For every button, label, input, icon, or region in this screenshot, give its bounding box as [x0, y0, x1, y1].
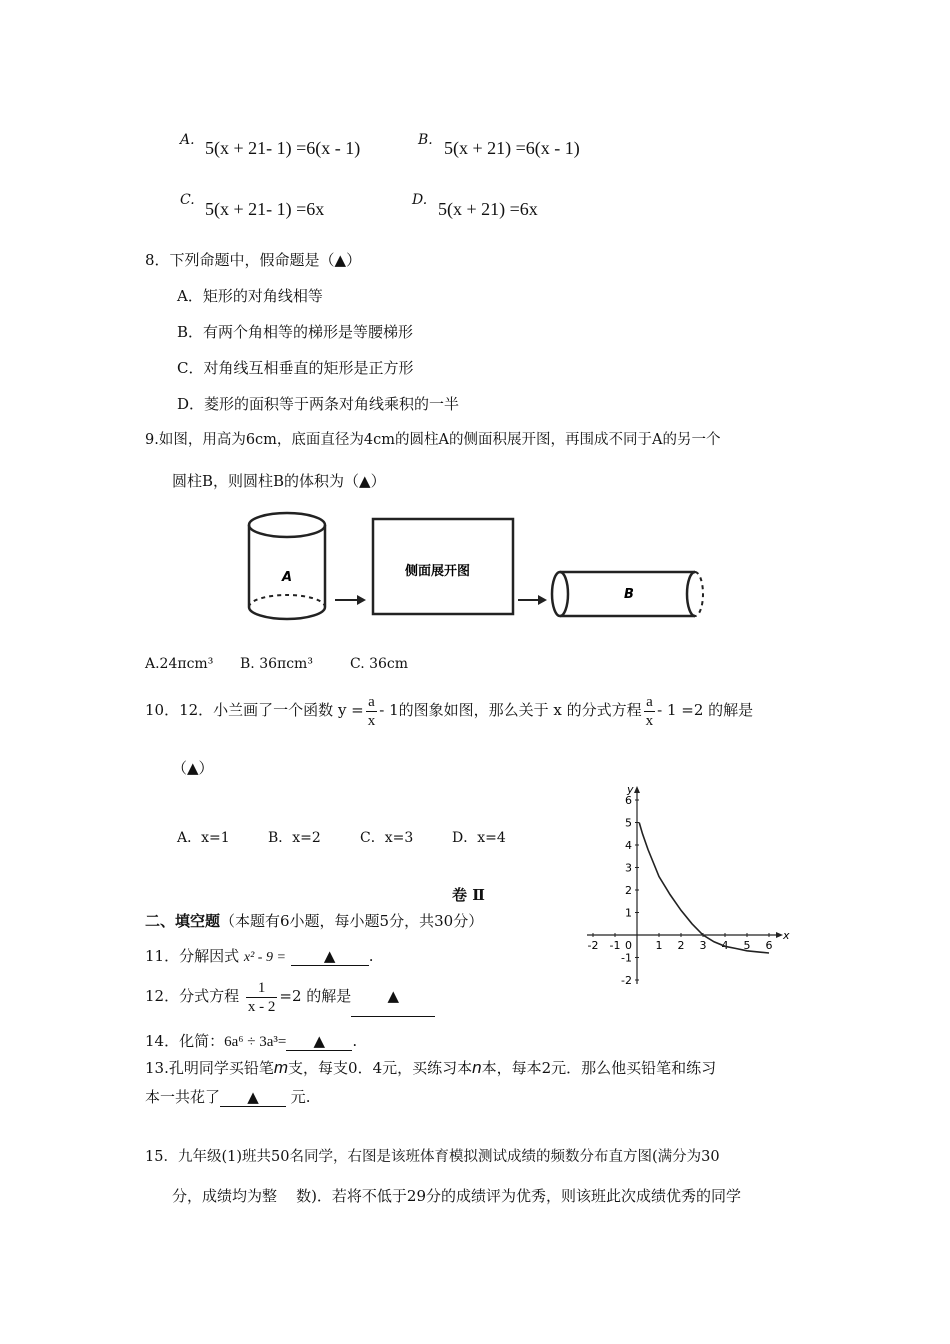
q9-stem-line2: 圆柱B，则圆柱B的体积为（▲）	[172, 472, 386, 490]
cylinder-b-left-end	[552, 572, 568, 616]
arrow-2-head	[538, 595, 547, 605]
q14	[145, 1030, 357, 1051]
cylinder-a-top	[249, 513, 325, 537]
fraction-denominator: x - 2	[247, 998, 276, 1015]
q14-prefix: 14．化简：	[145, 1032, 225, 1050]
q11	[145, 945, 373, 966]
option-letter: C.	[180, 192, 195, 208]
q12-fraction	[246, 979, 278, 1016]
arrow-1-head	[357, 595, 366, 605]
fraction-numerator: a	[644, 693, 656, 712]
lateral-unfold-label: 侧面展开图	[405, 564, 471, 579]
x-axis-arrow	[776, 932, 783, 938]
x-tick-label: 1	[655, 939, 663, 952]
q7-option-c	[180, 190, 195, 208]
q9-option-c: C. 36cm	[350, 656, 409, 672]
y-tick-label: -1	[621, 951, 632, 965]
x-tick-label: 4	[721, 939, 729, 952]
cylinder-b-label: B	[624, 587, 634, 602]
y-axis-arrow	[634, 786, 640, 793]
x-tick-label: 5	[743, 939, 751, 952]
q13-var-m: m	[273, 1058, 289, 1077]
q11-expression: x² - 9 =	[243, 950, 286, 965]
y-tick-label: 1	[625, 906, 632, 920]
y-tick-label: 2	[625, 884, 632, 897]
q8-option-b: B．有两个角相等的梯形是等腰梯形	[177, 323, 414, 341]
origin-label: 0	[625, 939, 632, 952]
q10-middle: - 1的图象如图，那么关于 x 的分式方程	[379, 701, 642, 719]
q10-option-d: D．x=4	[452, 830, 506, 846]
q11-suffix: .	[368, 947, 374, 965]
x-tick-label: 6	[765, 939, 773, 952]
q10-option-a: A．x=1	[177, 830, 230, 846]
cylinder-a-bottom-front	[249, 607, 325, 619]
q15-line2: 分，成绩均为整 数)．若将不低于29分的成绩评为优秀，则该班此次成绩优秀的同学	[172, 1187, 742, 1205]
y-tick-label: -2	[621, 974, 632, 987]
y-axis-label: y	[627, 785, 634, 796]
q12	[145, 976, 435, 1017]
y-tick-label: 5	[625, 816, 632, 830]
q14-suffix: .	[352, 1032, 358, 1050]
cylinder-b-right-end-back	[687, 572, 695, 616]
q12-answer-blank: ▲	[351, 976, 435, 1017]
q12-prefix: 12．分式方程	[145, 987, 240, 1005]
q11-prefix: 11．分解因式	[145, 947, 240, 965]
q15-line1: 15．九年级(1)班共50名同学，右图是该班体育模拟测试成绩的频数分布直方图(满分为30	[145, 1149, 720, 1165]
fraction-denominator: x	[367, 712, 376, 729]
q7-option-d-eq: 5(x + 21) =6x	[438, 199, 538, 219]
q7-option-a	[180, 130, 195, 148]
q8-option-c: C．对角线互相垂直的矩形是正方形	[177, 359, 414, 377]
q13-line1-a: 13.孔明同学买铅笔	[145, 1059, 274, 1077]
q9-stem-line1: 9.如图，用高为6cm，底面直径为4cm的圆柱A的侧面积展开图，再围成不同于A的另一个	[145, 432, 721, 448]
q9-cylinder-figure	[240, 505, 705, 630]
q9-option-b: B. 36πcm³	[240, 656, 313, 672]
fraction-numerator: a	[366, 693, 378, 712]
volume-2-heading: 卷 Ⅱ	[452, 886, 485, 904]
q7-option-b-eq: 5(x + 21) =6(x - 1)	[444, 138, 580, 158]
q13-line1	[145, 1057, 716, 1078]
option-letter: B.	[418, 132, 433, 148]
x-tick-label: 3	[699, 939, 707, 952]
x-tick-label: 2	[677, 939, 685, 952]
q10-option-c: C．x=3	[360, 830, 414, 846]
q10-answer-mark: （▲）	[172, 759, 214, 777]
cylinder-b-right-end-front	[695, 572, 703, 616]
option-letter: D.	[412, 192, 428, 208]
option-letter: A.	[180, 132, 195, 148]
q10-fraction-2	[644, 693, 656, 730]
fraction-numerator: 1	[246, 979, 278, 998]
q8-stem: 8．下列命题中，假命题是（▲）	[145, 251, 362, 269]
q8-option-d: D．菱形的面积等于两条对角线乘积的一半	[177, 395, 460, 413]
q10-function-graph	[580, 785, 790, 995]
q14-answer-blank: ▲	[286, 1032, 352, 1051]
section-2-description: （本题有6小题，每小题5分，共30分）	[220, 912, 484, 930]
q7-option-c-eq: 5(x + 21- 1) =6x	[205, 199, 325, 219]
q10-suffix: - 1 =2 的解是	[657, 701, 754, 719]
cylinder-a-label: A	[282, 570, 293, 585]
section-2-heading	[145, 910, 483, 931]
q13-line2	[145, 1086, 311, 1107]
y-tick-label: 6	[625, 794, 632, 807]
q13-line2-prefix: 本一共花了	[145, 1088, 221, 1106]
cylinder-a-bottom-back	[249, 595, 325, 607]
x-axis-label: x	[783, 929, 790, 942]
y-tick-label: 4	[625, 839, 632, 852]
q14-expression: 6a⁶ ÷ 3a³=	[224, 1034, 287, 1050]
q12-suffix: =2 的解是	[279, 987, 352, 1005]
q10-option-b: B．x=2	[268, 830, 321, 846]
q13-line1-c: 本，每本2元．那么他买铅笔和练习	[481, 1059, 717, 1077]
x-tick-label: -1	[609, 939, 621, 952]
q10-prefix: 10．12．小兰画了一个函数 y =	[145, 701, 364, 719]
q13-line1-b: 支，每支0．4元，买练习本	[288, 1059, 473, 1077]
q7-option-b	[418, 130, 433, 148]
q11-answer-blank: ▲	[291, 947, 369, 966]
q13-line2-suffix: 元.	[290, 1088, 311, 1106]
q8-option-a: A．矩形的对角线相等	[177, 287, 323, 305]
fraction-denominator: x	[645, 712, 654, 729]
section-2-title: 二、填空题	[145, 912, 221, 930]
q13-answer-blank: ▲	[220, 1088, 286, 1107]
x-tick-label: -2	[587, 939, 599, 952]
q7-option-a-eq: 5(x + 21- 1) =6(x - 1)	[205, 138, 361, 158]
q13-var-n: n	[472, 1058, 482, 1077]
q10-stem	[145, 690, 753, 730]
y-tick-label: 3	[625, 861, 632, 875]
q9-option-a: A.24πcm³	[145, 656, 214, 672]
q7-option-d	[412, 190, 427, 208]
q10-fraction-1	[366, 693, 378, 730]
